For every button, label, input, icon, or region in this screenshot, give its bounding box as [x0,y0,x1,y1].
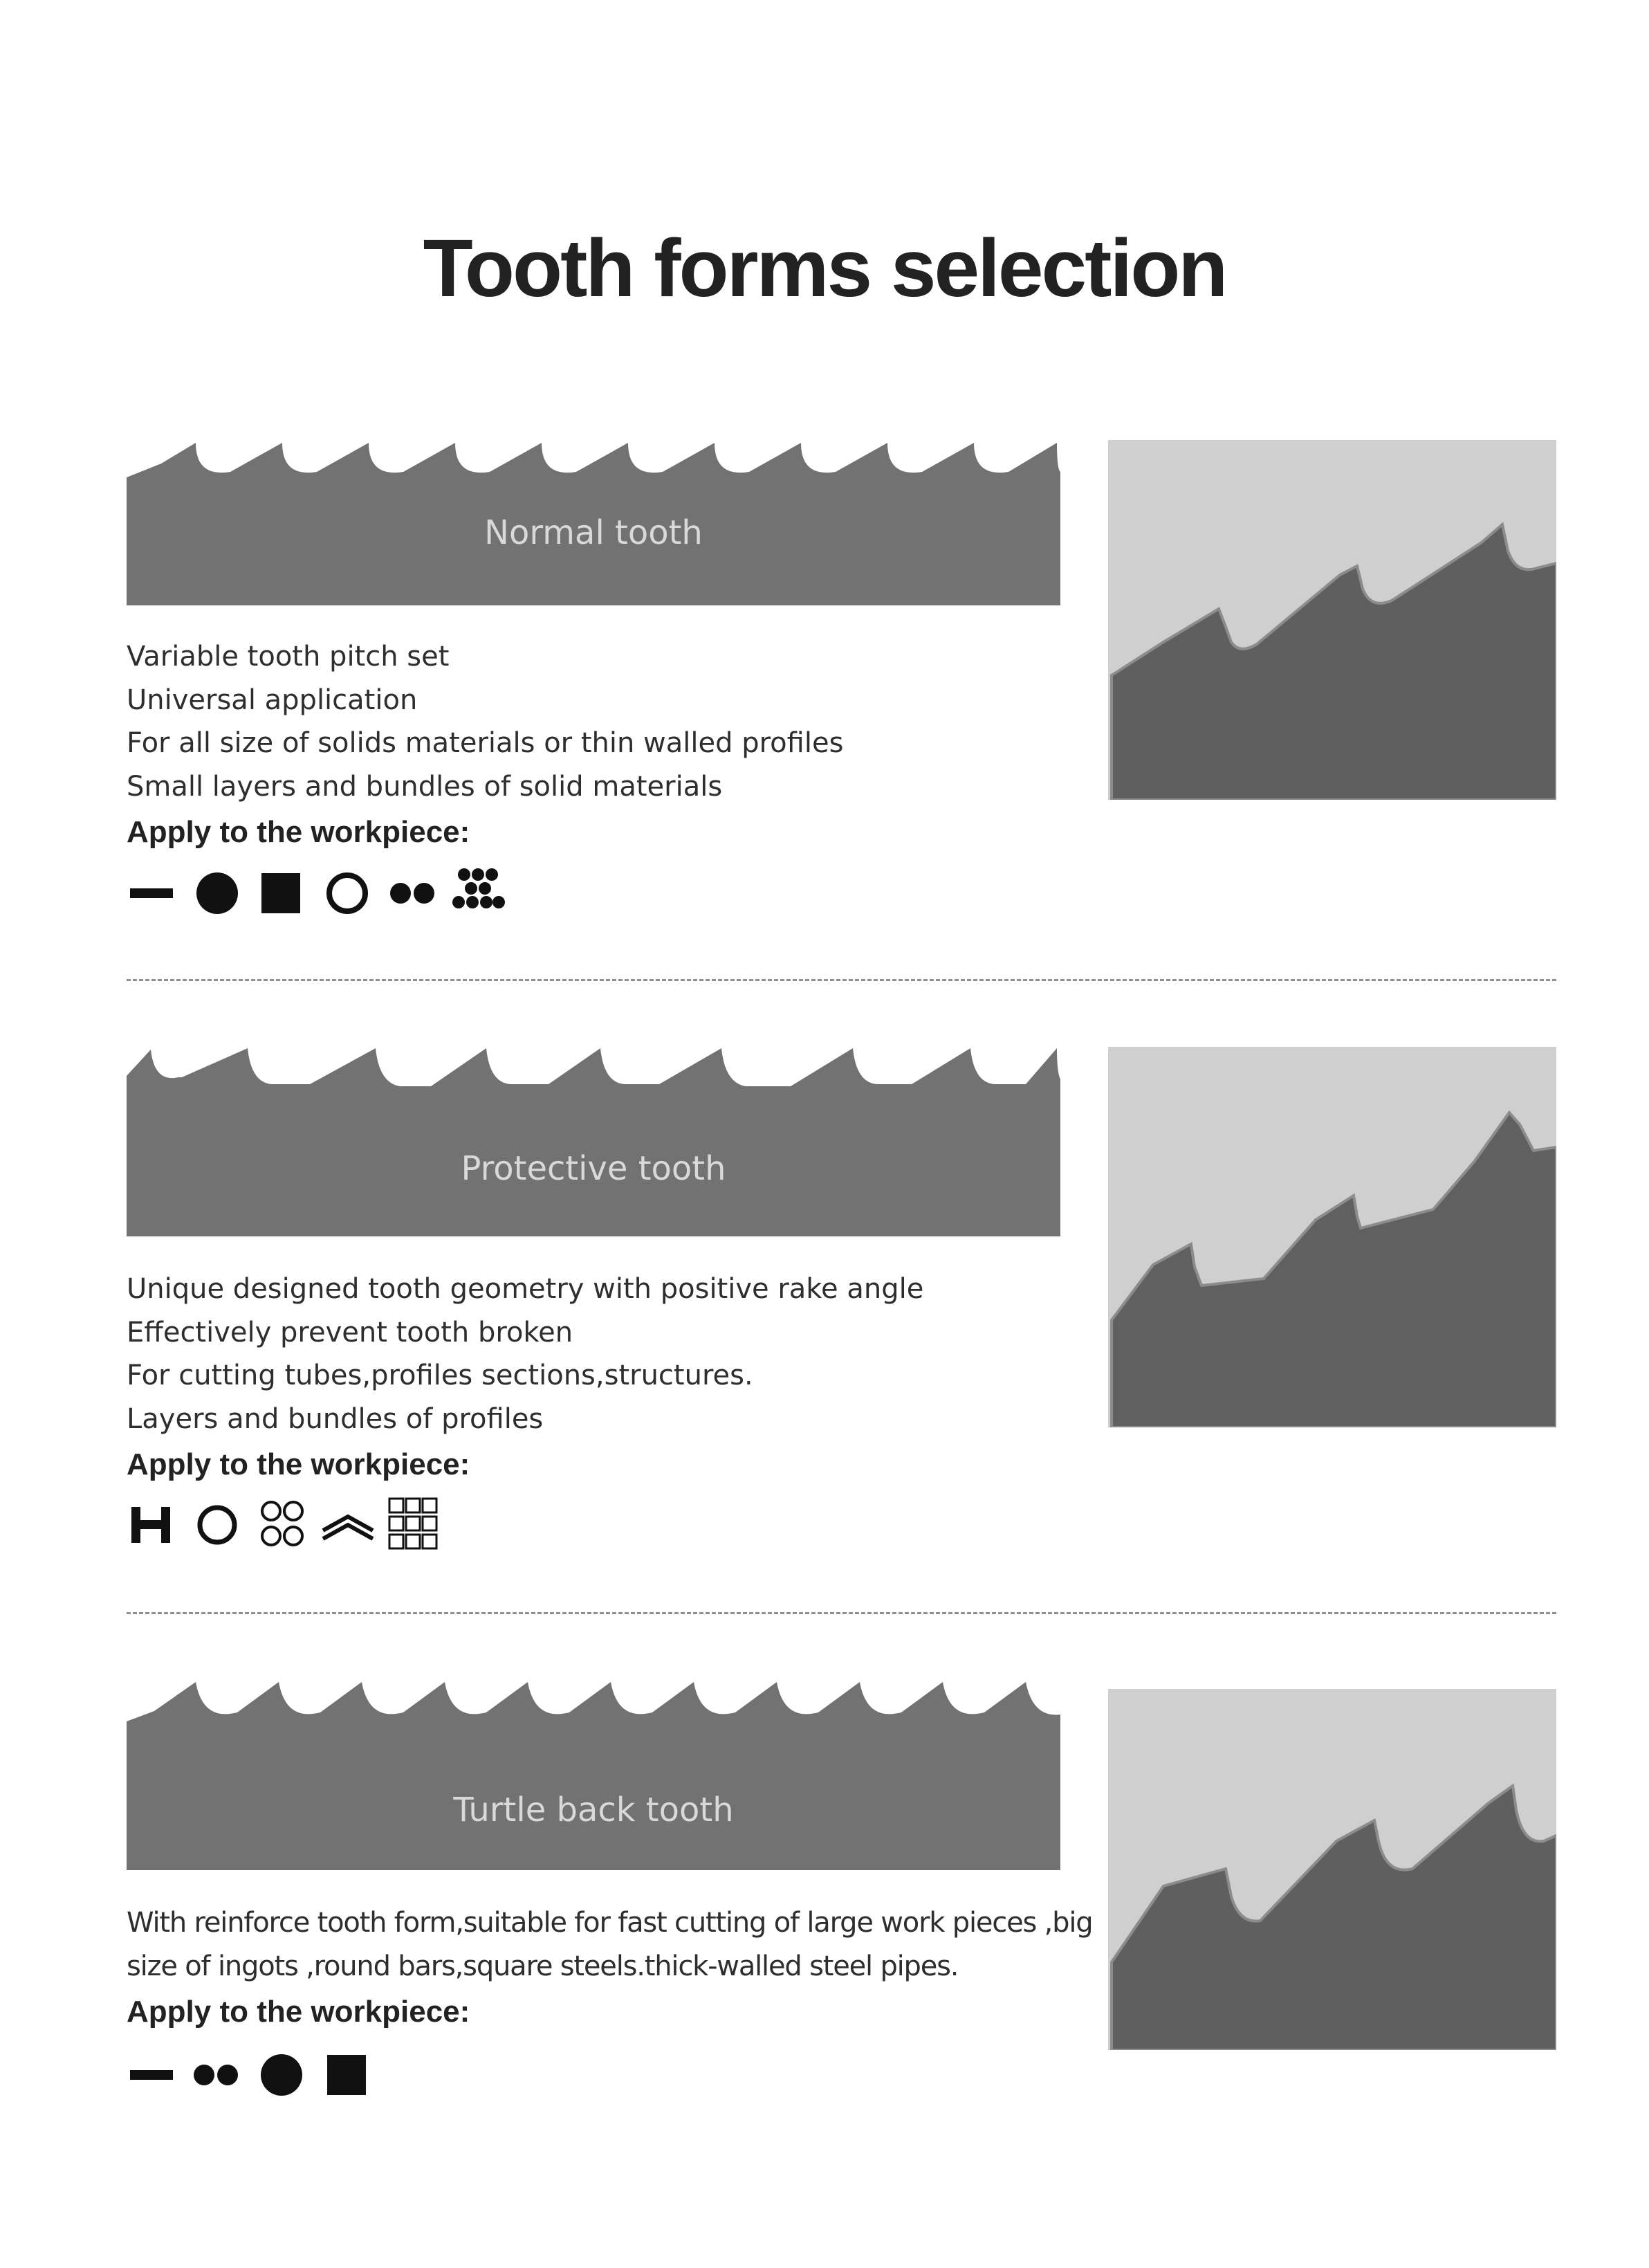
apply-heading: Apply to the workpiece: [127,1447,470,1481]
blade-label: Turtle back tooth [453,1791,734,1829]
blade-photo-protective [1108,1047,1556,1427]
h-beam-icon [130,1496,172,1551]
page-title: Tooth forms selection [423,223,1226,314]
section-divider [127,1612,1556,1614]
description [127,635,1081,854]
blade-photo-turtle-back [1108,1689,1556,2050]
blade-label: Protective tooth [461,1149,726,1188]
flat-bar-icon [130,2047,173,2102]
workpiece-icons [127,1496,445,1551]
description-line: size of ingots ,round bars,square steels.thick-walled steel pipes. [127,1950,959,1982]
apply-heading: Apply to the workpiece: [127,1995,470,2029]
solid-round-icon [260,2047,303,2102]
round-bundle-icon [192,2047,241,2102]
solid-square-icon [260,865,303,920]
solid-square-icon [326,2047,369,2102]
tube-icon [325,865,369,920]
workpiece-icons [127,2047,376,2102]
description-line: With reinforce tooth form,suitable for fast cutting of large work pieces ,big [127,1907,1093,1939]
blade-illustration-normal [127,436,1060,605]
blade-illustration-turtle-back [127,1676,1060,1870]
square-tube-bundle-icon [388,1496,441,1551]
description [127,1268,1081,1486]
bar-bundle-icon [450,865,506,920]
description-line: For all size of solids materials or thin walled profiles [127,727,844,759]
tube-bundle-icon [258,1496,308,1551]
description-line: Effectively prevent tooth broken [127,1316,573,1348]
description-line: For cutting tubes,profiles sections,structures. [127,1360,753,1391]
workpiece-icons [127,865,514,920]
description [127,1901,1093,2033]
tube-icon [195,1496,239,1551]
solid-round-icon [196,865,239,920]
section-divider [127,979,1556,981]
angle-stack-icon [320,1496,376,1551]
blade-label: Normal tooth [484,513,703,552]
description-line: Unique designed tooth geometry with positive rake angle [127,1273,924,1305]
apply-heading: Apply to the workpiece: [127,815,470,849]
blade-illustration-protective [127,1041,1060,1236]
blade-photo-normal [1108,440,1556,800]
description-line: Variable tooth pitch set [127,641,450,673]
round-bundle-icon [388,865,438,920]
description-line: Small layers and bundles of solid materials [127,770,723,803]
description-line: Layers and bundles of profiles [127,1402,544,1435]
flat-bar-icon [130,865,173,920]
description-line: Universal application [127,684,418,716]
